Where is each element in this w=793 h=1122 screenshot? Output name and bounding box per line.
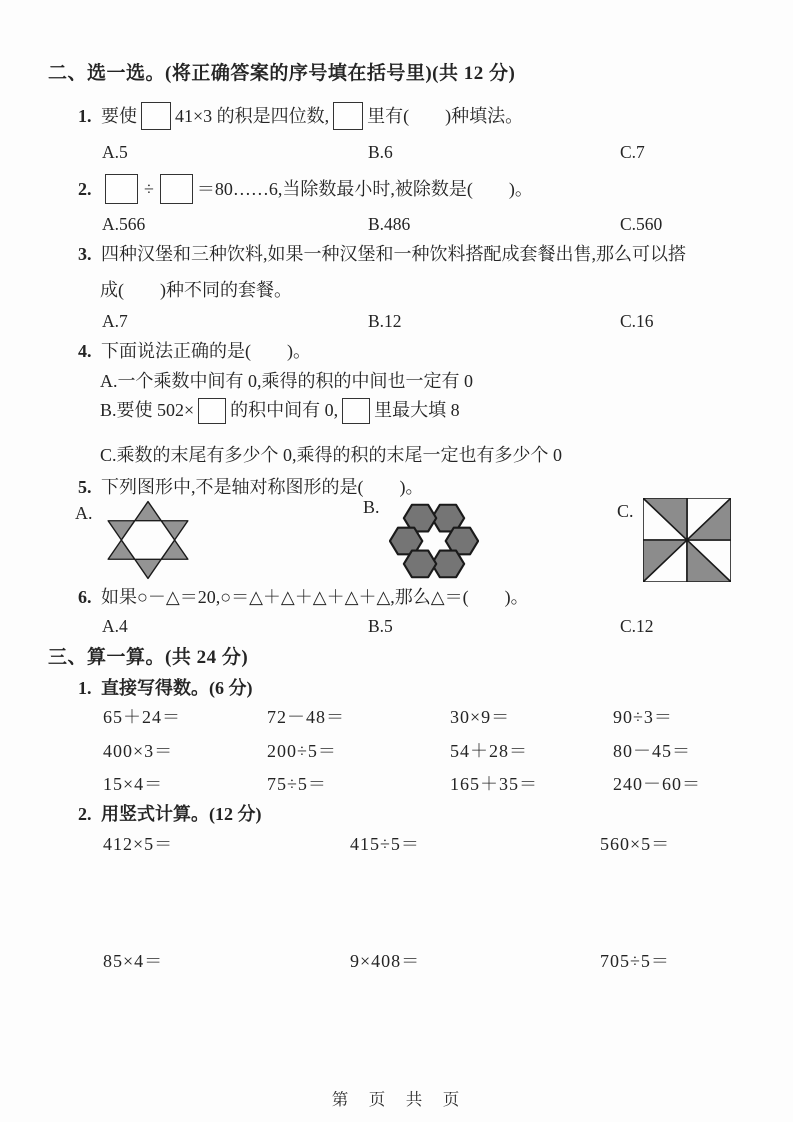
calc-expression: 65＋24＝	[103, 707, 181, 727]
question-1-text-3: 里有( )种填法。	[367, 106, 524, 126]
question-3-option-b: B.12	[368, 311, 402, 331]
question-2-option-c: C.560	[620, 214, 663, 234]
page-footer: 第 页 共 页	[331, 1091, 462, 1109]
question-6-option-a: A.4	[102, 616, 128, 636]
question-2-divide-sign: ÷	[144, 179, 154, 199]
calc-sub1-text: 直接写得数。(6 分)	[101, 678, 253, 698]
question-1-answer-box-1	[141, 102, 171, 130]
question-1-answer-box-2	[333, 102, 363, 130]
question-1-text-1: 要使	[101, 106, 137, 126]
question-2-answer-box-1	[105, 174, 138, 204]
question-6-option-b: B.5	[368, 616, 393, 636]
question-4-option-c: C.乘数的末尾有多少个 0,乘得的积的末尾一定也有多少个 0	[100, 445, 563, 465]
figure-c-label: C.	[617, 501, 634, 521]
question-2	[78, 174, 793, 204]
calc-sub1-number: 1.	[78, 678, 92, 698]
figure-b-label: B.	[363, 497, 380, 517]
question-6-stem: 如果○－△＝20,○＝△＋△＋△＋△＋△,那么△＝( )。	[101, 587, 529, 607]
question-3-line2	[100, 279, 793, 302]
question-6-number: 6.	[78, 587, 92, 607]
hexagon-ring-figure	[389, 494, 479, 588]
calc-expression: 72－48＝	[267, 707, 345, 727]
question-3-option-c: C.16	[620, 311, 654, 331]
calc-expression: 240－60＝	[613, 774, 701, 794]
figure-c	[617, 498, 731, 582]
question-6-option-c: C.12	[620, 616, 654, 636]
calc-expression: 165＋35＝	[450, 774, 538, 794]
question-2-option-a: A.566	[102, 214, 146, 234]
question-3-number: 3.	[78, 244, 92, 264]
question-4-option-a: A.一个乘数中间有 0,乘得的积的中间也一定有 0	[100, 371, 473, 391]
question-4-answer-box-2	[342, 398, 370, 424]
figure-a-label: A.	[75, 503, 93, 523]
calc-expression: 30×9＝	[450, 707, 511, 727]
figure-b	[363, 494, 479, 588]
section-calc-heading: 三、算一算。(共 24 分)	[48, 647, 249, 668]
question-4-option-c-line	[100, 444, 793, 467]
question-2-answer-box-2	[160, 174, 193, 204]
question-2-number: 2.	[78, 179, 92, 199]
question-4-number: 4.	[78, 341, 92, 361]
question-4-option-b-line	[100, 398, 793, 424]
calc-expression: 80－45＝	[613, 741, 691, 761]
calc-sub1-title	[78, 677, 793, 700]
calc-expression: 75÷5＝	[267, 774, 327, 794]
calc-expression: 412×5＝	[103, 834, 174, 854]
question-6	[78, 586, 793, 609]
calc-expression: 415÷5＝	[350, 834, 420, 854]
calc-sub2-text: 用竖式计算。(12 分)	[101, 804, 262, 824]
question-4	[78, 340, 793, 363]
six-pointed-star-figure	[102, 500, 194, 580]
question-4-option-b-text-2: 的积中间有 0,	[230, 400, 339, 420]
question-2-text: ＝80……6,当除数最小时,被除数是( )。	[196, 179, 533, 199]
calc-sub2-title	[78, 803, 793, 826]
pinwheel-figure	[643, 498, 731, 582]
question-3-text-line2: 成( )种不同的套餐。	[100, 280, 292, 300]
question-1-option-b: B.6	[368, 142, 393, 162]
calc-sub2-number: 2.	[78, 804, 92, 824]
calc-expression: 705÷5＝	[600, 951, 670, 971]
question-5-number: 5.	[78, 477, 92, 497]
calc-expression: 9×408＝	[350, 951, 421, 971]
calc-expression: 400×3＝	[103, 741, 174, 761]
question-4-option-a-line	[100, 370, 793, 393]
question-3	[78, 243, 793, 266]
calc-expression: 200÷5＝	[267, 741, 337, 761]
question-1-option-a: A.5	[102, 142, 128, 162]
question-2-option-b: B.486	[368, 214, 411, 234]
figure-a	[75, 500, 194, 580]
calc-expression: 560×5＝	[600, 834, 671, 854]
question-1-text-2: 41×3 的积是四位数,	[175, 106, 330, 126]
question-1	[78, 102, 793, 130]
question-1-number: 1.	[78, 106, 92, 126]
question-3-option-a: A.7	[102, 311, 128, 331]
section-choose-heading: 二、选一选。(将正确答案的序号填在括号里)(共 12 分)	[48, 63, 516, 84]
question-4-option-b-text-3: 里最大填 8	[374, 400, 460, 420]
question-1-option-c: C.7	[620, 142, 645, 162]
calc-expression: 85×4＝	[103, 951, 164, 971]
calc-expression: 54＋28＝	[450, 741, 528, 761]
question-4-option-b-text-1: B.要使 502×	[100, 400, 195, 420]
question-4-stem: 下面说法正确的是( )。	[101, 341, 311, 361]
question-5-stem: 下列图形中,不是轴对称图形的是( )。	[101, 477, 424, 497]
question-4-answer-box-1	[198, 398, 226, 424]
calc-expression: 15×4＝	[103, 774, 164, 794]
calc-expression: 90÷3＝	[613, 707, 673, 727]
question-3-text-line1: 四种汉堡和三种饮料,如果一种汉堡和一种饮料搭配成套餐出售,那么可以搭	[101, 244, 686, 264]
